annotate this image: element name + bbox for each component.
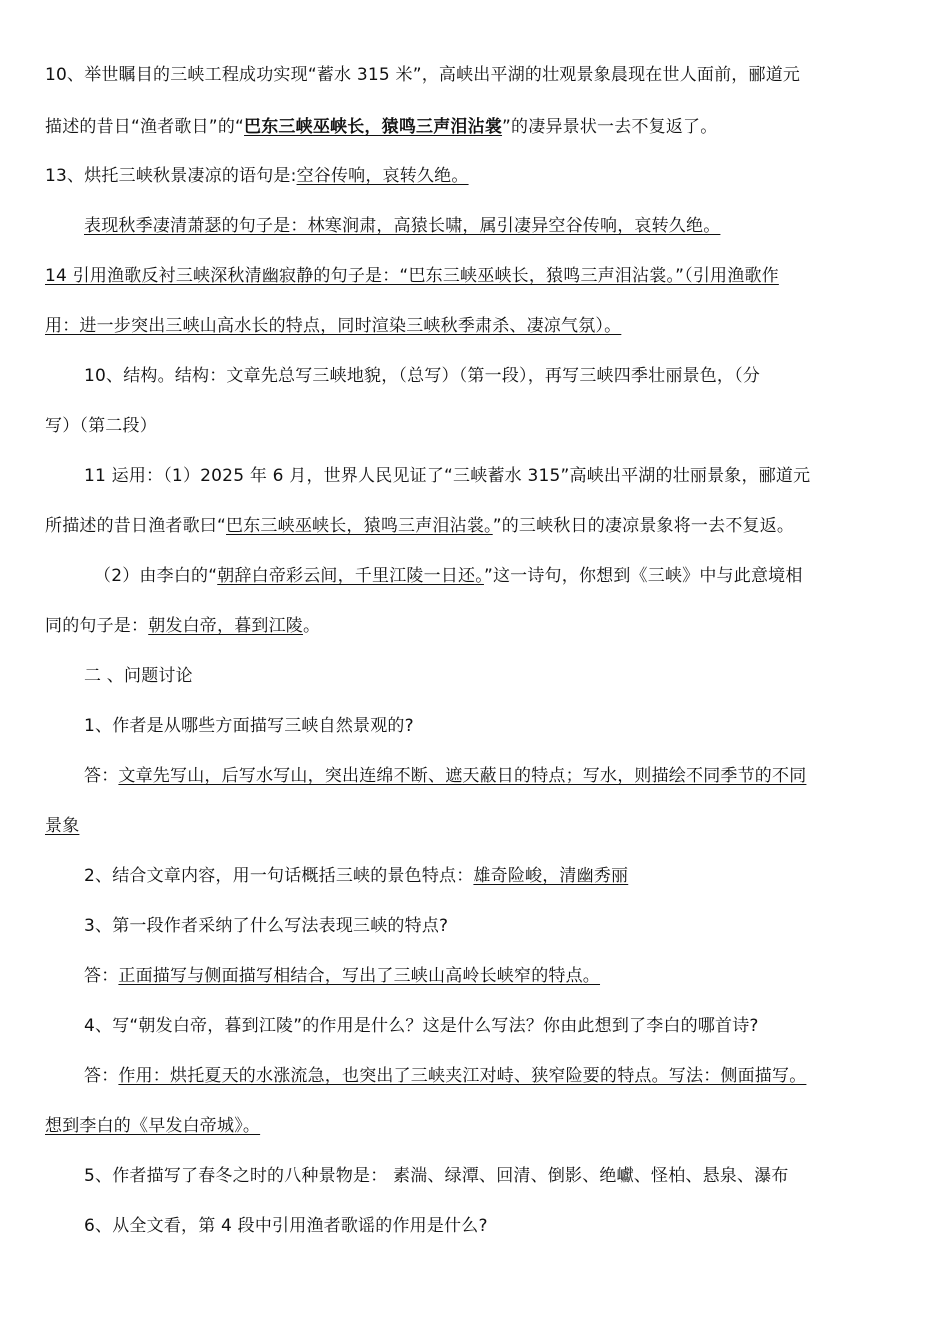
answer-line: 景象 [45, 816, 80, 836]
text-span: 同的句子是： [45, 616, 149, 636]
underlined-answer: 作用：烘托夏天的水涨流急，也突出了三峡夹江对峙、狭窄险要的特点。写法：侧面描写。 [118, 1066, 807, 1086]
text-line [94, 563, 950, 589]
text-span: 描述的昔日“渔者歌日”的“ [45, 117, 245, 137]
question-line: 5、作者描写了春冬之时的八种景物是： 素湍、绿潭、回清、倒影、绝巘、怪柏、悬泉、瀑布 [84, 1166, 789, 1186]
text-span: 。 [303, 616, 321, 636]
text-span: （2）由李白的“ [94, 566, 218, 586]
underlined-answer: 文章先写山，后写水写山，突出连绵不断、遮天蔽日的特点；写水，则描绘不同季节的不同 [118, 766, 807, 786]
question-line: 6、从全文看，第 4 段中引用渔者歌谣的作用是什么? [84, 1216, 488, 1236]
text-line [45, 114, 905, 140]
text-span: 所描述的昔日渔者歌曰“ [45, 516, 227, 536]
text-span: ”的凄异景状一去不复返了。 [502, 117, 718, 137]
answer-line [84, 1063, 944, 1089]
underlined-answer: 正面描写与侧面描写相结合，写出了三峡山高岭长峡窄的特点。 [118, 966, 601, 986]
answer-line [84, 963, 944, 989]
underlined-answer: 朝发白帝，暮到江陵 [148, 616, 304, 636]
text-line [45, 613, 905, 639]
answer-line: 想到李白的《早发白帝城》。 [45, 1116, 261, 1136]
question-line: 1、作者是从哪些方面描写三峡自然景观的? [84, 716, 414, 736]
text-span: 13、烘托三峡秋景凄凉的语句是: [45, 166, 297, 186]
underlined-answer: 雄奇险峻，清幽秀丽 [473, 866, 629, 886]
answer-label: 答： [84, 766, 119, 786]
text-line: 14 引用渔歌反衬三峡深秋清幽寂静的句子是：“巴东三峡巫峡长，猿鸣三声泪沾裳。”（引用渔歌作 [45, 266, 779, 286]
text-span: ”这一诗句，你想到《三峡》中与此意境相 [483, 566, 803, 586]
text-line: 11 运用：（1）2025 年 6 月，世界人民见证了“三峡蓄水 315”高峡出平湖的壮丽景象，郦道元 [84, 466, 811, 486]
text-line: 10、结构。结构：文章先总写三峡地貌，（总写）（第一段），再写三峡四季壮丽景色，（分 [84, 366, 761, 386]
text-span: ”的三峡秋日的凄凉景象将一去不复返。 [492, 516, 795, 536]
question-line [84, 863, 944, 889]
text-line: 10、举世瞩目的三峡工程成功实现“蓄水 315 米”，高峡出平湖的壮观景象晨现在世人面前，郦道元 [45, 65, 801, 85]
text-line [45, 163, 905, 189]
underlined-quote: 巴东三峡巫峡长，猿鸣三声泪沾裳。 [226, 516, 493, 536]
underlined-quote: 巴东三峡巫峡长，猿鸣三声泪沾裳 [244, 117, 503, 137]
text-line: 表现秋季凄清萧瑟的句子是：林寒涧肃，高猿长啸，属引凄异空谷传响，哀转久绝。 [84, 216, 721, 236]
text-line: 写）（第二段） [45, 416, 157, 436]
text-span: 2、结合文章内容，用一句话概括三峡的景色特点： [84, 866, 474, 886]
section-heading: 二 、问题讨论 [84, 666, 193, 686]
text-line: 用：进一步突出三峡山高水长的特点，同时渲染三峡秋季肃杀、凄凉气氛）。 [45, 316, 622, 336]
underlined-answer: 空谷传响，哀转久绝。 [296, 166, 469, 186]
underlined-quote: 朝辞白帝彩云间，千里江陵一日还。 [217, 566, 484, 586]
answer-label: 答： [84, 966, 119, 986]
answer-line [84, 763, 944, 789]
question-line: 3、第一段作者采纳了什么写法表现三峡的特点? [84, 916, 449, 936]
question-line: 4、写“朝发白帝，暮到江陵”的作用是什么？这是什么写法？你由此想到了李白的哪首诗? [84, 1016, 759, 1036]
answer-label: 答： [84, 1066, 119, 1086]
text-line [45, 513, 905, 539]
